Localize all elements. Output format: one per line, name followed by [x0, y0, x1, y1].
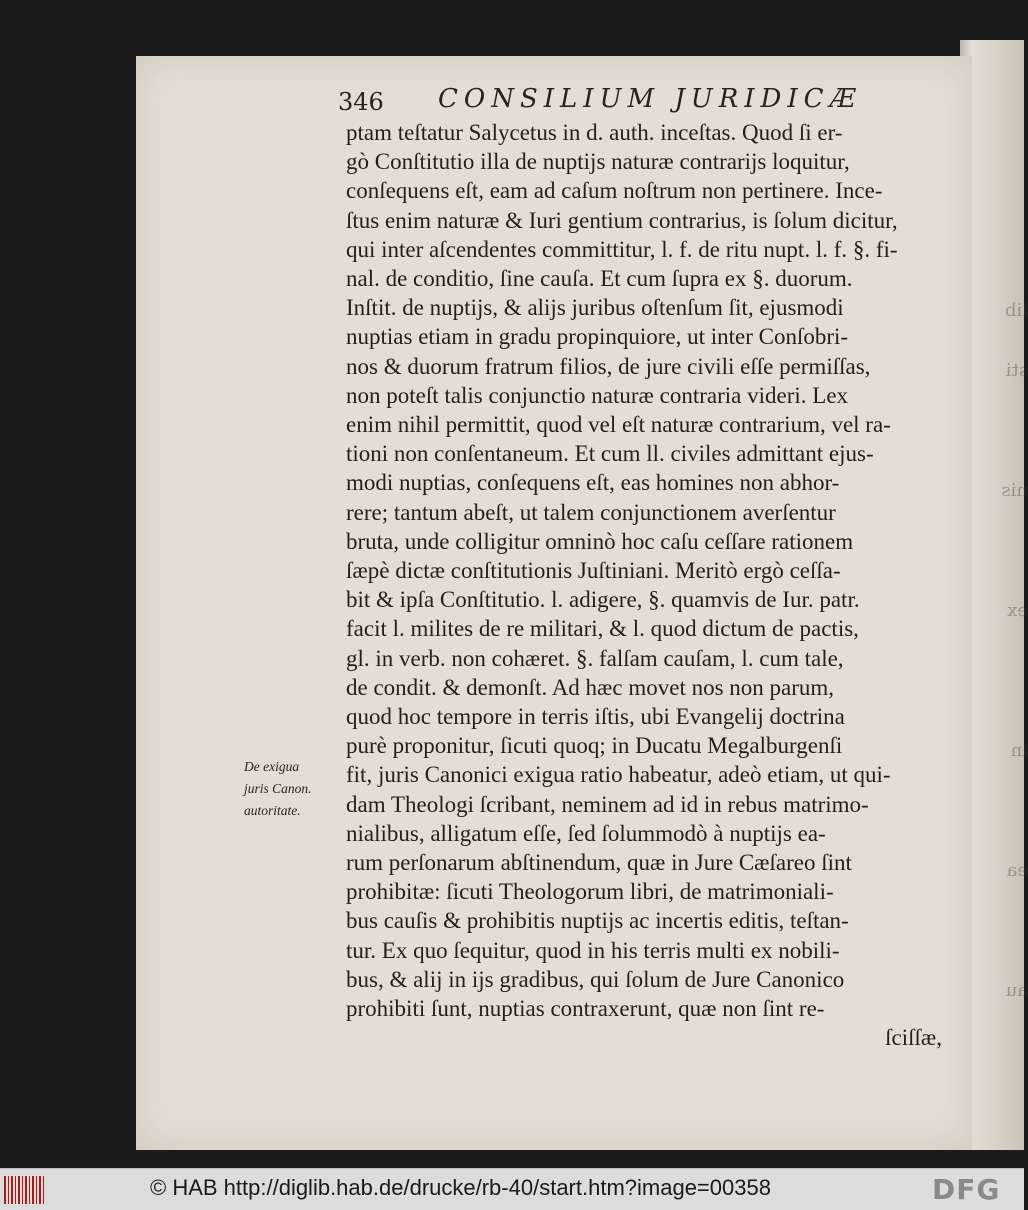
- text-line: tur. Ex quo ſequitur, quod in his terris multi ex nobili-: [346, 937, 840, 963]
- text-line: nos & duorum fratrum filios, de jure civili eſſe permiſſas,: [346, 353, 871, 379]
- text-line: bruta, unde colligitur omninò hoc caſu ceſſare rationem: [346, 528, 854, 554]
- text-line: facit l. milites de re militari, & l. quod dictum de pactis,: [346, 616, 859, 642]
- text-line: gl. in verb. non cohæret. §. falſam cauſam, l. cum tale,: [346, 645, 844, 671]
- text-line: prohibitæ: ſicuti Theologorum libri, de matrimoniali-: [346, 879, 834, 905]
- text-line: rum perſonarum abſtinendum, quæ in Jure Cæſareo ſint: [346, 850, 852, 876]
- source-credit[interactable]: © HAB http://diglib.hab.de/drucke/rb-40/start.htm?image=00358: [150, 1175, 771, 1200]
- marginal-note-line: autoritate.: [244, 803, 301, 818]
- barcode-icon: [4, 1176, 44, 1204]
- text-line: nialibus, alligatum eſſe, ſed ſolummodò à nuptijs ea-: [346, 820, 826, 846]
- text-line: ſciſſæ,: [885, 1025, 942, 1051]
- text-line: nuptias etiam in gradu propinquiore, ut inter Conſobri-: [346, 324, 849, 350]
- text-line: ptam teſtatur Salycetus in d. auth. inceſtas. Quod ſi er-: [346, 120, 843, 145]
- text-line: bus cauſis & prohibitis nuptijs ac incertis editis, teſtan-: [346, 908, 849, 934]
- text-line: de condit. & demonſt. Ad hæc movet nos non parum,: [346, 674, 835, 700]
- adjacent-page-edge: lib sti nis ex in ea au: [960, 40, 1024, 1150]
- text-line: ſæpè dictæ conſtitutionis Juſtiniani. Meritò ergò ceſſa-: [346, 558, 841, 584]
- text-line: dam Theologi ſcribant, neminem ad id in rebus matrimo-: [346, 791, 869, 817]
- viewer-footer: [0, 1168, 1024, 1210]
- text-line: qui inter aſcendentes committitur, l. f. de ritu nupt. l. f. §. fi-: [346, 236, 898, 262]
- text-line: modi nuptias, conſequens eſt, eas homines non abhor-: [346, 470, 840, 496]
- text-line: bus, & alij in ijs gradibus, qui ſolum de Jure Canonico: [346, 966, 845, 992]
- text-line: non poteſt talis conjunctio naturæ contraria videri. Lex: [346, 382, 849, 408]
- text-line: enim nihil permittit, quod vel eſt naturæ contrarium, vel ra-: [346, 412, 891, 438]
- text-line: conſequens eſt, eam ad caſum noſtrum non pertinere. Ince-: [346, 178, 883, 204]
- text-line: bit & ipſa Conſtitutio. l. adigere, §. quamvis de Iur. patr.: [346, 587, 860, 613]
- marginal-note: [244, 756, 348, 822]
- text-line: Inſtit. de nuptijs, & alijs juribus oſtenſum ſit, ejusmodi: [346, 295, 844, 321]
- marginal-note-line: De exigua: [244, 759, 300, 774]
- text-line: purè proponitur, ſicuti quoq; in Ducatu Megalburgenſi: [346, 733, 843, 759]
- marginal-note-line: juris Canon.: [244, 781, 312, 796]
- text-line: fit, juris Canonici exigua ratio habeatur, adeò etiam, ut qui-: [346, 762, 891, 788]
- text-line: prohibiti ſunt, nuptias contraxerunt, quæ non ſint re-: [346, 996, 825, 1022]
- text-line: rere; tantum abeſt, ut talem conjunctionem averſentur: [346, 499, 836, 525]
- text-line: tioni non conſentaneum. Et cum ll. civiles admittant ejus-: [346, 441, 874, 467]
- text-line: gò Conſtitutio illa de nuptijs naturæ contrarijs loquitur,: [346, 149, 850, 175]
- dfg-logo[interactable]: DFG: [932, 1173, 1001, 1206]
- page-number: 346: [338, 88, 384, 116]
- text-line: quod hoc tempore in terris iſtis, ubi Evangelij doctrina: [346, 704, 845, 730]
- running-title: CONSILIUM JURIDICÆ: [438, 84, 862, 114]
- body-text: [346, 118, 942, 1053]
- text-line: ſtus enim naturæ & Iuri gentium contrarius, is ſolum dicitur,: [346, 207, 898, 233]
- text-line: nal. de conditio, ſine cauſa. Et cum ſupra ex §. duorum.: [346, 266, 853, 292]
